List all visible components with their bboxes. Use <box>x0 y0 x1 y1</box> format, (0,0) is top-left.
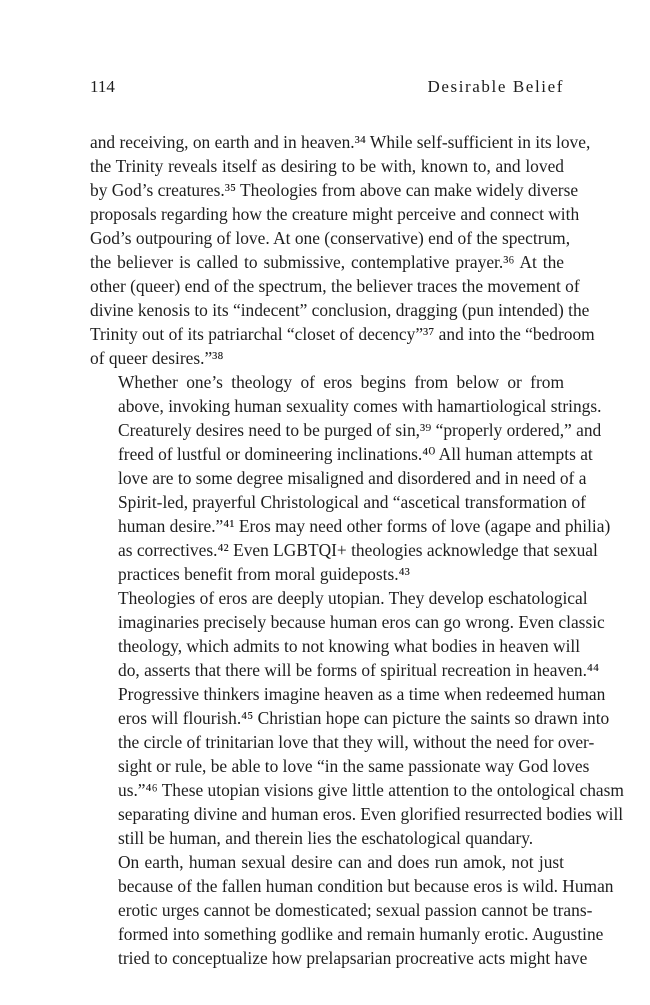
text-line: Creaturely desires need to be purged of sin,³⁹ “properly ordered,” and <box>118 420 602 440</box>
text-line: tried to conceptualize how prelapsarian procreative acts might have <box>118 948 588 968</box>
body-text <box>90 130 624 970</box>
text-line: by God’s creatures.³⁵ Theologies from above can make widely diverse <box>90 180 579 200</box>
text-line: sight or rule, be able to love “in the same passionate way God loves <box>118 756 590 776</box>
text-line: freed of lustful or domineering inclinations.⁴⁰ All human attempts at <box>118 444 593 464</box>
text-line: the Trinity reveals itself as desiring to be with, known to, and loved <box>90 156 564 176</box>
text-line: Theologies of eros are deeply utopian. They develop eschatological <box>118 588 588 608</box>
text-line: as correctives.⁴² Even LGBTQI+ theologies acknowledge that sexual <box>118 540 598 560</box>
text-line: and receiving, on earth and in heaven.³⁴ While self-sufficient in its love, <box>90 132 591 152</box>
text-line: of queer desires.”³⁸ <box>90 348 224 368</box>
text-line: because of the fallen human condition but because eros is wild. Human <box>118 876 614 896</box>
paragraph <box>90 370 611 586</box>
text-line: human desire.”⁴¹ Eros may need other forms of love (agape and philia) <box>118 516 611 536</box>
text-line: Trinity out of its patriarchal “closet of decency”³⁷ and into the “bedroom <box>90 324 595 344</box>
text-line: divine kenosis to its “indecent” conclusion, dragging (pun intended) the <box>90 300 590 320</box>
text-line: theology, which admits to not knowing what bodies in heaven will <box>118 636 581 656</box>
text-line: other (queer) end of the spectrum, the believer traces the movement of <box>90 276 580 296</box>
text-line: imaginaries precisely because human eros can go wrong. Even classic <box>118 612 605 632</box>
text-line: Progressive thinkers imagine heaven as a time when redeemed human <box>118 684 606 704</box>
text-line: separating divine and human eros. Even glorified resurrected bodies will <box>118 804 624 824</box>
text-line: love are to some degree misaligned and disordered and in need of a <box>118 468 587 488</box>
text-line: formed into something godlike and remain humanly erotic. Augustine <box>118 924 604 944</box>
text-line: still be human, and therein lies the eschatological quandary. <box>118 828 534 848</box>
paragraph <box>90 850 614 970</box>
text-line: do, asserts that there will be forms of spiritual recreation in heaven.⁴⁴ <box>118 660 600 680</box>
text-line: erotic urges cannot be domesticated; sexual passion cannot be trans- <box>118 900 593 920</box>
text-line: us.”⁴⁶ These utopian visions give little attention to the ontological chasm <box>118 780 624 800</box>
running-head <box>90 76 564 98</box>
text-line: Spirit-led, prayerful Christological and “ascetical transformation of <box>118 492 586 512</box>
text-line: the circle of trinitarian love that they will, without the need for over- <box>118 732 595 752</box>
text-line: eros will flourish.⁴⁵ Christian hope can picture the saints so drawn into <box>118 708 610 728</box>
paragraph <box>90 586 624 850</box>
text-line: the believer is called to submissive, contemplative prayer.³⁶ At the <box>90 252 564 272</box>
running-title: Desirable Belief <box>427 77 564 96</box>
text-line: God’s outpouring of love. At one (conservative) end of the spectrum, <box>90 228 571 248</box>
text-line: On earth, human sexual desire can and does run amok, not just <box>118 852 564 872</box>
text-line: proposals regarding how the creature might perceive and connect with <box>90 204 580 224</box>
text-line: practices benefit from moral guideposts.⁴³ <box>118 564 410 584</box>
paragraph <box>90 130 595 370</box>
text-line: Whether one’s theology of eros begins from below or from <box>118 372 564 392</box>
page-number: 114 <box>90 77 115 96</box>
text-line: above, invoking human sexuality comes with hamartiological strings. <box>118 396 602 416</box>
